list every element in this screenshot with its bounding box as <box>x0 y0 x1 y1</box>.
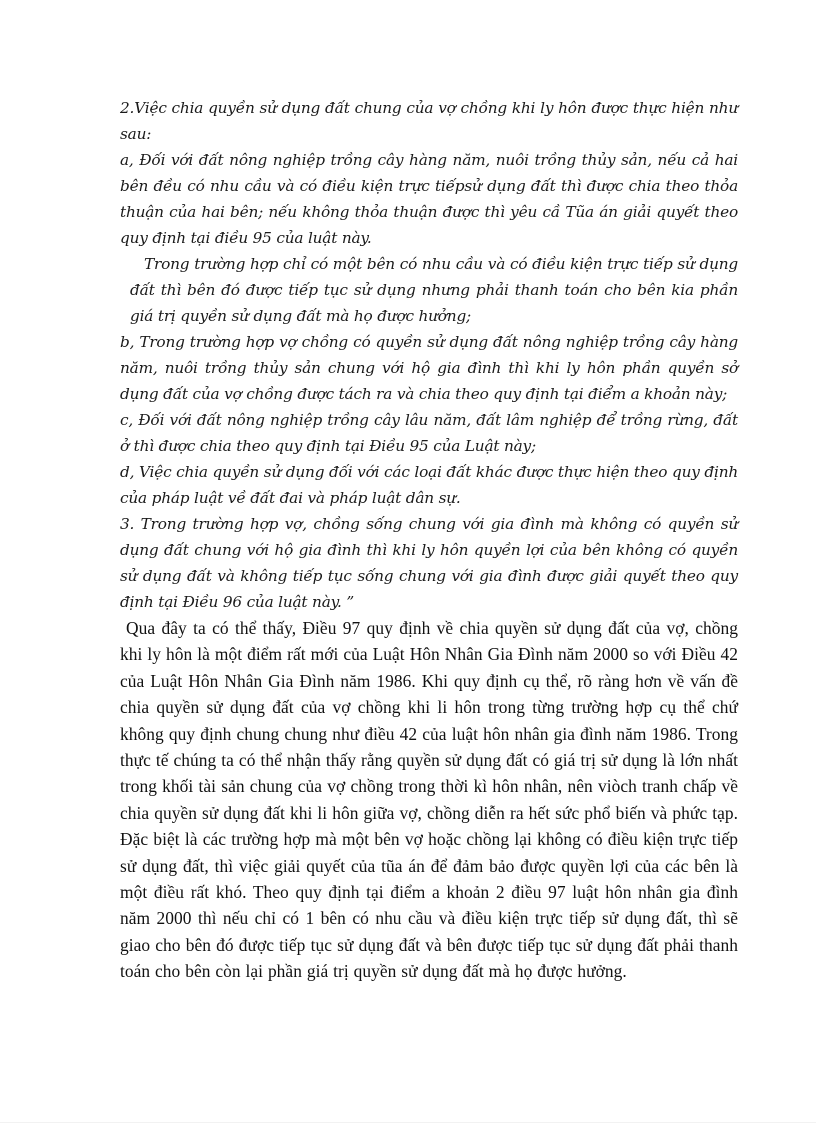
clause-3: 3. Trong trường hợp vợ, chồng sống chung với gia đình mà không có quyền sử dụng đất chung với hộ gia đình thì khi ly hôn quyền lợi của bên không có quyền sử dụng đất và không tiếp tục sống chung với gia đình được giải quyết theo quy định tại Điều 96 của luật này. ” <box>120 515 738 611</box>
clause-2c: c, Đối với đất nông nghiệp trồng cây lâu năm, đất lâm nghiệp để trồng rừng, đất ở thì được chia theo quy định tại Điều 95 của Luật này; <box>120 411 738 455</box>
quoted-law-text <box>120 95 738 615</box>
clause-2b: b, Trong trường hợp vợ chồng có quyền sử dụng đất nông nghiệp trồng cây hàng năm, nuôi trồng thủy sản chung với hộ gia đình thì khi ly hôn phần quyền sở dụng đất của vợ chồng được tách ra và chia theo quy định tại điểm a khoản này; <box>120 333 738 403</box>
clause-2a-continuation: Trong trường hợp chỉ có một bên có nhu cầu và có điều kiện trực tiếp sử dụng đất thì bên đó được tiếp tục sử dụng nhưng phải thanh toán cho bên kia phần giá trị quyền sử dụng đất mà họ được hưởng; <box>130 255 738 325</box>
clause-2-intro: 2.Việc chia quyền sử dụng đất chung của vợ chồng khi ly hôn được thực hiện như sau: <box>120 99 738 143</box>
document-page <box>120 95 738 985</box>
clause-2d: d, Việc chia quyền sử dụng đối với các loại đất khác được thực hiện theo quy định của pháp luật về đất đai và pháp luật dân sự. <box>120 463 738 507</box>
clause-2a: a, Đối với đất nông nghiệp trồng cây hàng năm, nuôi trồng thủy sản, nếu cả hai bên đều có nhu cầu và có điều kiện trực tiếpsử dụng đất thì được chia theo thỏa thuận của hai bên; nếu không thỏa thuận được thì yêu cầ Tũa án giải quyết theo quy định tại điều 95 của luật này. <box>120 151 738 247</box>
commentary-paragraph: Qua đây ta có thể thấy, Điều 97 quy định về chia quyền sử dụng đất của vợ, chồng khi ly hôn là một điểm rất mới của Luật Hôn Nhân Gia Đình năm 2000 so với Điều 42 của Luật Hôn Nhân Gia Đình năm 1986. Khi quy định cụ thể, rõ ràng hơn về vấn đề chia quyền sử dụng đất của vợ chồng khi li hôn trong từng trường hợp cụ thể chứ không quy định chung chung như điều 42 của luật hôn nhân gia đình năm 1986. Trong thực tế chúng ta có thể nhận thấy rằng quyền sử dụng đất có giá trị sử dụng là lớn nhất trong khối tài sản chung của vợ chồng trong thời kì hôn nhân, nên viòch tranh chấp về chia quyền sử dụng đất khi li hôn giữa vợ, chồng diễn ra hết sức phổ biến và phức tạp. Đặc biệt là các trường hợp mà một bên vợ hoặc chồng lại không có điều kiện trực tiếp sử dụng đất, thì việc giải quyết của tũa án để đảm bảo được quyền lợi của các bên là một điều rất khó. Theo quy định tại điểm a khoản 2 điều 97 luật hôn nhân gia đình năm 2000 thì nếu chỉ có 1 bên có nhu cầu và điều kiện trực tiếp sử dụng đất, thì sẽ giao cho bên đó được tiếp tục sử dụng đất và bên được tiếp tục sử dụng đất phải thanh toán cho bên còn lại phần giá trị quyền sử dụng đất mà họ được hưởng. <box>120 618 738 982</box>
commentary <box>120 615 738 985</box>
